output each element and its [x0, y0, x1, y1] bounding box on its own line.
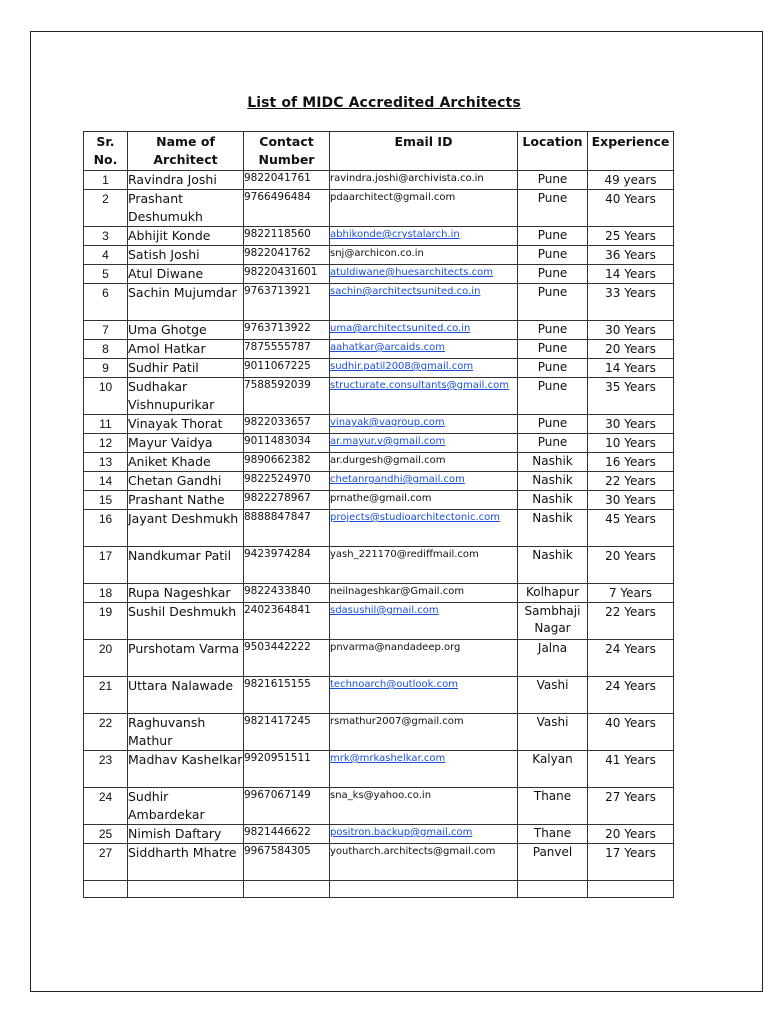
architect-name-cell: Ravindra Joshi: [128, 171, 244, 190]
sr-cell: 22: [84, 714, 128, 751]
sr-cell: 7: [84, 321, 128, 340]
architect-name-cell: Prashant Deshumukh: [128, 190, 244, 227]
sr-cell: 1: [84, 171, 128, 190]
email-cell: pdaarchitect@gmail.com: [330, 190, 518, 227]
location-cell: Nashik: [518, 472, 588, 491]
contact-number-cell: 9821417245: [244, 714, 330, 751]
location-cell: Nashik: [518, 453, 588, 472]
email-cell: [330, 603, 518, 640]
email-link[interactable]: ar.mayur.v@gmail.com: [330, 436, 446, 447]
header-location: Location: [518, 132, 588, 171]
sr-cell: 4: [84, 246, 128, 265]
sr-cell: 20: [84, 640, 128, 677]
contact-number-cell: 9763713922: [244, 321, 330, 340]
table-row: [84, 284, 674, 321]
sr-cell: 25: [84, 825, 128, 844]
header-experience: Experience: [588, 132, 674, 171]
location-cell: Kalyan: [518, 751, 588, 788]
location-cell: Vashi: [518, 677, 588, 714]
experience-cell: 36 Years: [588, 246, 674, 265]
location-cell: Pune: [518, 284, 588, 321]
table-row: [84, 510, 674, 547]
table-row: [84, 415, 674, 434]
email-cell: [330, 378, 518, 415]
architect-name-cell: Sudhakar Vishnupurikar: [128, 378, 244, 415]
experience-cell: 25 Years: [588, 227, 674, 246]
architect-name-cell: Mayur Vaidya: [128, 434, 244, 453]
contact-number-cell: 9822433840: [244, 584, 330, 603]
email-link[interactable]: projects@studioarchitectonic.com: [330, 512, 501, 523]
email-link[interactable]: atuldiwane@huesarchitects.com: [330, 267, 493, 278]
architect-name-cell: Uma Ghotge: [128, 321, 244, 340]
sr-cell: 27: [84, 844, 128, 881]
location-cell: Pune: [518, 246, 588, 265]
sr-cell: 3: [84, 227, 128, 246]
contact-number-cell: 9822041762: [244, 246, 330, 265]
email-link[interactable]: abhikonde@crystalarch.in: [330, 229, 460, 240]
architect-name-cell: Uttara Nalawade: [128, 677, 244, 714]
email-cell: [330, 825, 518, 844]
header-contact: Contact Number: [244, 132, 330, 171]
architect-name-cell: Purshotam Varma: [128, 640, 244, 677]
experience-cell: 33 Years: [588, 284, 674, 321]
table-row: [84, 434, 674, 453]
architect-name-cell: Sushil Deshmukh: [128, 603, 244, 640]
contact-number-cell: 9822033657: [244, 415, 330, 434]
architect-name-cell: Nandkumar Patil: [128, 547, 244, 584]
table-row: [84, 340, 674, 359]
location-cell: Sambhaji Nagar: [518, 603, 588, 640]
table-row: [84, 714, 674, 751]
email-cell: prnathe@gmail.com: [330, 491, 518, 510]
sr-cell: 12: [84, 434, 128, 453]
architects-table: [83, 131, 674, 898]
email-cell: [330, 359, 518, 378]
location-cell: Pune: [518, 359, 588, 378]
table-row: [84, 171, 674, 190]
table-row: [84, 265, 674, 284]
contact-number-cell: 9920951511: [244, 751, 330, 788]
location-cell: Nashik: [518, 510, 588, 547]
sr-cell: 9: [84, 359, 128, 378]
architect-name-cell: Prashant Nathe: [128, 491, 244, 510]
email-cell: rsmathur2007@gmail.com: [330, 714, 518, 751]
table-row: [84, 491, 674, 510]
table-row: [84, 321, 674, 340]
email-cell: [330, 472, 518, 491]
experience-cell: 22 Years: [588, 603, 674, 640]
empty-cell: [588, 881, 674, 898]
experience-cell: 16 Years: [588, 453, 674, 472]
contact-number-cell: 9821446622: [244, 825, 330, 844]
contact-number-cell: 2402364841: [244, 603, 330, 640]
document-title: List of MIDC Accredited Architects: [247, 95, 521, 111]
sr-cell: 23: [84, 751, 128, 788]
experience-cell: 22 Years: [588, 472, 674, 491]
location-cell: Pune: [518, 171, 588, 190]
sr-cell: 16: [84, 510, 128, 547]
email-link[interactable]: uma@architectsunited.co.in: [330, 323, 471, 334]
sr-cell: 13: [84, 453, 128, 472]
contact-number-cell: 9822524970: [244, 472, 330, 491]
table-row: [84, 246, 674, 265]
experience-cell: 20 Years: [588, 340, 674, 359]
experience-cell: 30 Years: [588, 321, 674, 340]
email-cell: ar.durgesh@gmail.com: [330, 453, 518, 472]
location-cell: Vashi: [518, 714, 588, 751]
experience-cell: 30 Years: [588, 415, 674, 434]
contact-number-cell: 9967584305: [244, 844, 330, 881]
email-cell: neilnageshkar@Gmail.com: [330, 584, 518, 603]
header-email: Email ID: [330, 132, 518, 171]
contact-number-cell: 7875555787: [244, 340, 330, 359]
email-link[interactable]: aahatkar@arcaids.com: [330, 342, 446, 353]
empty-cell: [518, 881, 588, 898]
table-row: [84, 472, 674, 491]
contact-number-cell: 9890662382: [244, 453, 330, 472]
location-cell: Nashik: [518, 491, 588, 510]
location-cell: Nashik: [518, 547, 588, 584]
location-cell: Pune: [518, 378, 588, 415]
email-cell: [330, 227, 518, 246]
table-row: [84, 453, 674, 472]
table-row: [84, 378, 674, 415]
location-cell: Pune: [518, 265, 588, 284]
table-row: [84, 190, 674, 227]
contact-number-cell: 9822118560: [244, 227, 330, 246]
architect-name-cell: Nimish Daftary: [128, 825, 244, 844]
location-cell: Pune: [518, 227, 588, 246]
sr-cell: 19: [84, 603, 128, 640]
contact-number-cell: 9011067225: [244, 359, 330, 378]
table-row: [84, 547, 674, 584]
sr-cell: 24: [84, 788, 128, 825]
table-row: [84, 751, 674, 788]
table-row: [84, 603, 674, 640]
email-link[interactable]: sachin@architectsunited.co.in: [330, 286, 481, 297]
experience-cell: 24 Years: [588, 640, 674, 677]
email-cell: yash_221170@rediffmail.com: [330, 547, 518, 584]
email-link[interactable]: chetanrgandhi@gmail.com: [330, 474, 465, 485]
email-cell: [330, 434, 518, 453]
experience-cell: 7 Years: [588, 584, 674, 603]
contact-number-cell: 9967067149: [244, 788, 330, 825]
empty-row: [84, 881, 674, 898]
experience-cell: 17 Years: [588, 844, 674, 881]
contact-number-cell: 9503442222: [244, 640, 330, 677]
architect-name-cell: Madhav Kashelkar: [128, 751, 244, 788]
email-cell: [330, 265, 518, 284]
experience-cell: 30 Years: [588, 491, 674, 510]
architect-name-cell: Aniket Khade: [128, 453, 244, 472]
email-cell: snj@archicon.co.in: [330, 246, 518, 265]
email-cell: [330, 751, 518, 788]
location-cell: Pune: [518, 434, 588, 453]
experience-cell: 45 Years: [588, 510, 674, 547]
contact-number-cell: 9822278967: [244, 491, 330, 510]
location-cell: Panvel: [518, 844, 588, 881]
sr-cell: 21: [84, 677, 128, 714]
table-row: [84, 640, 674, 677]
email-link[interactable]: vinayak@vagroup.com: [330, 417, 445, 428]
location-cell: Pune: [518, 190, 588, 227]
table-row: [84, 584, 674, 603]
empty-cell: [330, 881, 518, 898]
contact-number-cell: 9766496484: [244, 190, 330, 227]
email-cell: sna_ks@yahoo.co.in: [330, 788, 518, 825]
architect-name-cell: Sudhir Patil: [128, 359, 244, 378]
sr-cell: 2: [84, 190, 128, 227]
experience-cell: 41 Years: [588, 751, 674, 788]
table-row: [84, 788, 674, 825]
location-cell: Pune: [518, 321, 588, 340]
experience-cell: 49 years: [588, 171, 674, 190]
architect-name-cell: Jayant Deshmukh: [128, 510, 244, 547]
email-cell: [330, 340, 518, 359]
table-row: [84, 359, 674, 378]
experience-cell: 20 Years: [588, 825, 674, 844]
experience-cell: 24 Years: [588, 677, 674, 714]
location-cell: Pune: [518, 340, 588, 359]
experience-cell: 14 Years: [588, 265, 674, 284]
experience-cell: 35 Years: [588, 378, 674, 415]
table-row: [84, 825, 674, 844]
email-link[interactable]: positron.backup@gmail.com: [330, 827, 473, 838]
email-link[interactable]: sdasushil@gmail.com: [330, 605, 439, 616]
experience-cell: 20 Years: [588, 547, 674, 584]
email-cell: [330, 284, 518, 321]
sr-cell: 17: [84, 547, 128, 584]
header-name: Name of Architect: [128, 132, 244, 171]
architect-name-cell: Vinayak Thorat: [128, 415, 244, 434]
empty-cell: [84, 881, 128, 898]
email-cell: pnvarma@nandadeep.org: [330, 640, 518, 677]
sr-cell: 5: [84, 265, 128, 284]
sr-cell: 14: [84, 472, 128, 491]
experience-cell: 27 Years: [588, 788, 674, 825]
architect-name-cell: Chetan Gandhi: [128, 472, 244, 491]
email-link[interactable]: technoarch@outlook.com: [330, 679, 458, 690]
architect-name-cell: Rupa Nageshkar: [128, 584, 244, 603]
architect-name-cell: Amol Hatkar: [128, 340, 244, 359]
experience-cell: 10 Years: [588, 434, 674, 453]
contact-number-cell: 9423974284: [244, 547, 330, 584]
email-link[interactable]: sudhir.patil2008@gmail.com: [330, 361, 474, 372]
location-cell: Kolhapur: [518, 584, 588, 603]
contact-number-cell: 98220431601: [244, 265, 330, 284]
architect-name-cell: Siddharth Mhatre: [128, 844, 244, 881]
architect-name-cell: Satish Joshi: [128, 246, 244, 265]
architect-name-cell: Abhijit Konde: [128, 227, 244, 246]
experience-cell: 40 Years: [588, 714, 674, 751]
sr-cell: 15: [84, 491, 128, 510]
experience-cell: 14 Years: [588, 359, 674, 378]
contact-number-cell: 9763713921: [244, 284, 330, 321]
architect-name-cell: Sachin Mujumdar: [128, 284, 244, 321]
location-cell: Jalna: [518, 640, 588, 677]
location-cell: Pune: [518, 415, 588, 434]
empty-cell: [244, 881, 330, 898]
sr-cell: 8: [84, 340, 128, 359]
sr-cell: 10: [84, 378, 128, 415]
header-sr-no: Sr. No.: [84, 132, 128, 171]
table-row: [84, 844, 674, 881]
sr-cell: 6: [84, 284, 128, 321]
location-cell: Thane: [518, 788, 588, 825]
location-cell: Thane: [518, 825, 588, 844]
contact-number-cell: 9821615155: [244, 677, 330, 714]
table-row: [84, 677, 674, 714]
email-cell: [330, 321, 518, 340]
table-header-row: [84, 132, 674, 171]
contact-number-cell: 9011483034: [244, 434, 330, 453]
email-link[interactable]: structurate.consultants@gmail.com: [330, 380, 509, 391]
email-cell: youtharch.architects@gmail.com: [330, 844, 518, 881]
email-cell: [330, 677, 518, 714]
email-link[interactable]: mrk@mrkashelkar.com: [330, 753, 446, 764]
table-row: [84, 227, 674, 246]
sr-cell: 18: [84, 584, 128, 603]
architect-name-cell: Atul Diwane: [128, 265, 244, 284]
architect-name-cell: Raghuvansh Mathur: [128, 714, 244, 751]
email-cell: [330, 510, 518, 547]
sr-cell: 11: [84, 415, 128, 434]
architect-name-cell: Sudhir Ambardekar: [128, 788, 244, 825]
experience-cell: 40 Years: [588, 190, 674, 227]
contact-number-cell: 9822041761: [244, 171, 330, 190]
contact-number-cell: 7588592039: [244, 378, 330, 415]
contact-number-cell: 8888847847: [244, 510, 330, 547]
email-cell: ravindra.joshi@archivista.co.in: [330, 171, 518, 190]
empty-cell: [128, 881, 244, 898]
email-cell: [330, 415, 518, 434]
